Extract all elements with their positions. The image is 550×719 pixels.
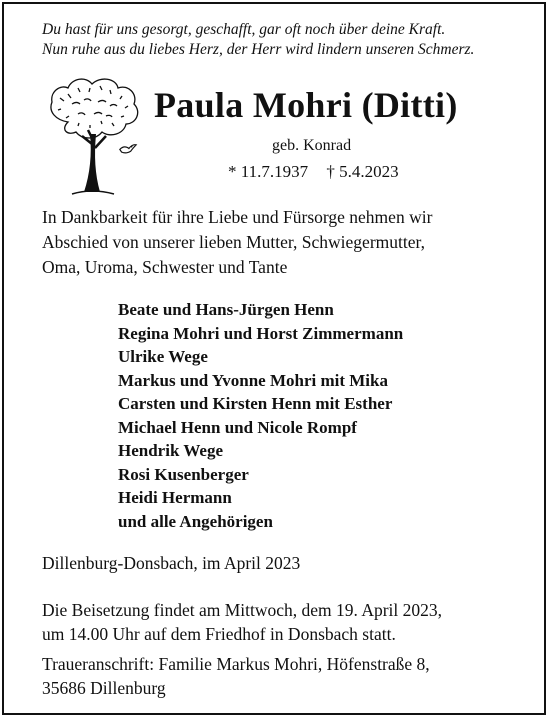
mourner-entry: Heidi Hermann bbox=[118, 488, 232, 507]
birth-name: geb. Konrad bbox=[272, 137, 352, 154]
mourner-entry: und alle Angehörigen bbox=[118, 511, 273, 531]
mourner-entry: Michael Henn und Nicole Rompf bbox=[118, 417, 357, 437]
mourner-entry: Regina Mohri und Horst Zimmermann bbox=[118, 323, 404, 343]
tree-icon bbox=[38, 74, 148, 200]
intro-text: In Dankbarkeit für ihre Liebe und Fürsorge nehmen wir Abschied von unserer lieben Mutter, Schwiegermutter, Oma, Uroma, Schwester und Tante bbox=[42, 207, 433, 277]
mourner-entry: Beate und Hans-Jürgen Henn bbox=[118, 300, 334, 319]
mourner-entry: Rosi Kusenberger bbox=[118, 464, 249, 484]
funeral-notice: Die Beisetzung findet am Mittwoch, dem 19. April 2023, um 14.00 Uhr auf dem Friedhof in Donsbach statt. bbox=[42, 600, 443, 644]
mourner-entry: Ulrike Wege bbox=[118, 347, 208, 366]
life-dates bbox=[228, 162, 413, 182]
birth-date: * 11.7.1937 bbox=[228, 162, 309, 181]
mourners-list bbox=[118, 298, 403, 533]
motto-verse: Du hast für uns gesorgt, geschafft, gar oft noch über deine Kraft. Nun ruhe aus du liebes Herz, der Herr wird lindern unseren Schmerz. bbox=[42, 21, 475, 58]
mourner-entry: Markus und Yvonne Mohri mit Mika bbox=[118, 370, 388, 390]
bird-icon bbox=[118, 142, 138, 155]
mourner-entry: Hendrik Wege bbox=[118, 441, 223, 460]
mourner-entry: Carsten und Kirsten Henn mit Esther bbox=[118, 394, 393, 413]
death-date: † 5.4.2023 bbox=[326, 162, 399, 181]
deceased-name: Paula Mohri (Ditti) bbox=[154, 85, 458, 125]
place-and-date: Dillenburg-Donsbach, im April 2023 bbox=[42, 553, 301, 573]
mourning-address: Traueranschrift: Familie Markus Mohri, Höfenstraße 8, 35686 Dillenburg bbox=[42, 654, 430, 698]
